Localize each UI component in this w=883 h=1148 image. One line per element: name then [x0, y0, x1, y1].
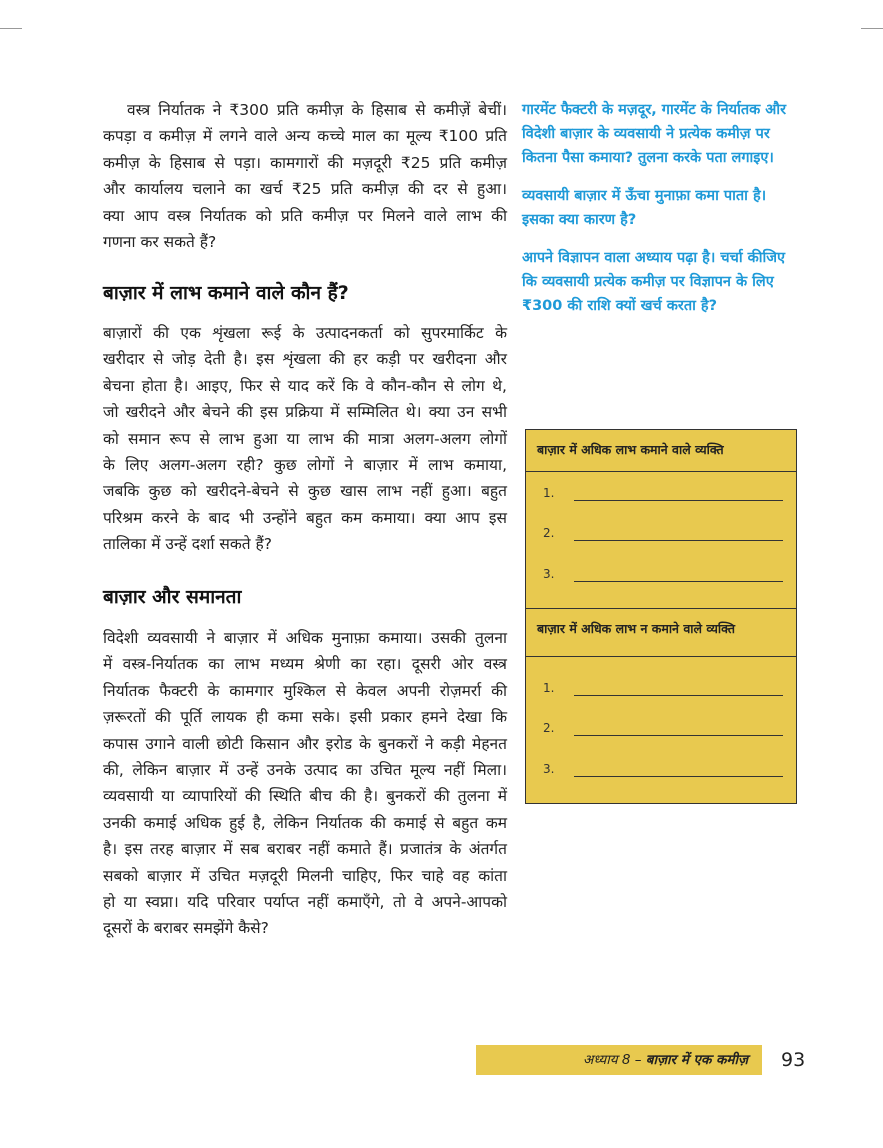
text-line: सबको बाज़ार में उचित मज़दूरी मिलनी चाहिए, फिर चाहे वह कांता: [103, 866, 507, 885]
text-line: परिश्रम करने के बाद भी उन्होंने बहुत कम कमाया। क्या आप इस: [103, 508, 507, 527]
text-line: ज़रूरतों की पूर्ति लायक ही कमा सके। इसी प्रकार हमने देखा कि: [103, 708, 507, 727]
text-line: जो खरीदने और बेचने की इस प्रक्रिया में सम्मिलित थे। क्या उन सभी: [103, 403, 507, 422]
chapter-label: अध्याय 8 –: [583, 1052, 642, 1068]
high-profit-rows: [526, 472, 796, 609]
text-line: व्यवसायी या व्यापारियों की स्थिति बीच की है। बुनकरों की तुलना में: [103, 787, 507, 806]
row-number: 2.: [543, 721, 555, 735]
text-line: को समान रूप से लाभ हुआ या लाभ की मात्रा अलग-अलग लोगों: [103, 429, 507, 448]
text-line: तालिका में उन्हें दर्शा सकते हैं?: [103, 535, 273, 554]
table-header-low-profit: बाज़ार में अधिक लाभ न कमाने वाले व्यक्ति: [526, 609, 796, 657]
row-number: 1.: [543, 681, 555, 695]
sidebar-questions: [522, 98, 792, 332]
row-number: 3.: [543, 567, 555, 581]
heading-market-and-equality: बाज़ार और समानता: [103, 586, 242, 608]
answer-line[interactable]: [574, 735, 783, 736]
answer-line[interactable]: [574, 540, 783, 541]
text-line: उनकी कमाई अधिक हुई है, लेकिन निर्यातक की कमाई से बहुत कम: [103, 813, 507, 832]
row-number: 2.: [543, 526, 555, 540]
row-number: 3.: [543, 762, 555, 776]
text-line: है। इस तरह बाज़ार में सब बराबर नहीं कमाते हैं। प्रजातंत्र के अंतर्गत: [103, 840, 507, 859]
answer-line[interactable]: [574, 500, 783, 501]
text-line: खरीदार से जोड़ देती है। इस शृंखला की हर कड़ी पर खरीदना और: [103, 350, 507, 369]
text-line: निर्यातक फैक्टरी के कामगार मुश्किल से केवल अपनी रोज़मर्रा की: [103, 681, 507, 700]
text-line: कपास उगाने वाली छोटी किसान और इरोड के बुनकरों ने कड़ी मेहनत: [103, 734, 507, 753]
sidebar-question-1: गारमेंट फैक्टरी के मज़दूर, गारमेंट के निर्यातक और विदेशी बाज़ार के व्यवसायी ने प्रत्येक कमीज़ पर कितना पैसा कमाया? तुलना करके पता लगाइए।: [522, 102, 787, 166]
text-line: की, लेकिन बाज़ार में उन्हें उनके उत्पाद का उचित मूल्य नहीं मिला।: [103, 761, 507, 780]
text-line: के लिए अलग-अलग रही? कुछ लोगों ने बाज़ार में लाभ कमाया,: [103, 456, 507, 475]
text-line: हो या स्वप्ना। यदि परिवार पर्याप्त नहीं कमाएँगे, तो वे अपने-आपको: [103, 893, 507, 912]
paragraph-market-equality: [103, 625, 507, 942]
text-line: कपड़ा व कमीज़ में लगने वाले अन्य कच्चे माल का मूल्य ₹100 प्रति: [103, 127, 507, 146]
text-line: क्या आप वस्त्र निर्यातक को प्रति कमीज़ पर मिलने वाले लाभ की: [103, 206, 507, 225]
chapter-footer: [476, 1045, 762, 1075]
paragraph-profit-calculation: [103, 97, 507, 255]
row-number: 1.: [543, 486, 555, 500]
text-line: कमीज़ के हिसाब से पड़ा। कामगारों की मज़दूरी ₹25 प्रति कमीज़: [103, 153, 507, 172]
text-line: में वस्त्र-निर्यातक का लाभ मध्यम श्रेणी का रहा। दूसरी ओर वस्त्र: [103, 655, 507, 674]
sidebar-question-3: आपने विज्ञापन वाला अध्याय पढ़ा है। चर्चा कीजिए कि व्यवसायी प्रत्येक कमीज़ पर विज्ञापन के लिए ₹300 की राशि क्यों खर्च करता है?: [522, 250, 786, 314]
crop-mark-right: [861, 28, 883, 29]
crop-mark-left: [0, 28, 22, 29]
answer-line[interactable]: [574, 776, 783, 777]
text-line: गणना कर सकते हैं?: [103, 233, 217, 252]
chapter-title: बाज़ार में एक कमीज़: [645, 1052, 748, 1068]
heading-who-earns-profit: बाज़ार में लाभ कमाने वाले कौन हैं?: [103, 282, 349, 304]
paragraph-market-chain: [103, 320, 507, 558]
text-line: बाज़ारों की एक शृंखला रूई के उत्पादनकर्ता को सुपरमार्किट के: [103, 324, 507, 342]
answer-line[interactable]: [574, 581, 783, 582]
table-header-high-profit: बाज़ार में अधिक लाभ कमाने वाले व्यक्ति: [526, 430, 796, 472]
sidebar-question-2: व्यवसायी बाज़ार में ऊँचा मुनाफ़ा कमा पाता है। इसका क्या कारण है?: [522, 188, 767, 228]
page-number: 93: [781, 1049, 806, 1071]
profit-table: [525, 429, 797, 804]
text-line: विदेशी व्यवसायी ने बाज़ार में अधिक मुनाफ़ा कमाया। उसकी तुलना: [103, 629, 507, 647]
text-line: जबकि कुछ को खरीदने-बेचने से कुछ खास लाभ नहीं हुआ। बहुत: [103, 482, 507, 501]
text-line: दूसरों के बराबर समझेंगे कैसे?: [103, 919, 269, 938]
answer-line[interactable]: [574, 695, 783, 696]
text-line: और कार्यालय चलाने का खर्च ₹25 प्रति कमीज़ की दर से हुआ।: [103, 180, 507, 199]
text-line: वस्त्र निर्यातक ने ₹300 प्रति कमीज़ के हिसाब से कमीज़ें बेचीं।: [127, 101, 507, 119]
text-line: बेचना होता है। आइए, फिर से याद करें कि वे कौन-कौन से लोग थे,: [103, 376, 507, 395]
